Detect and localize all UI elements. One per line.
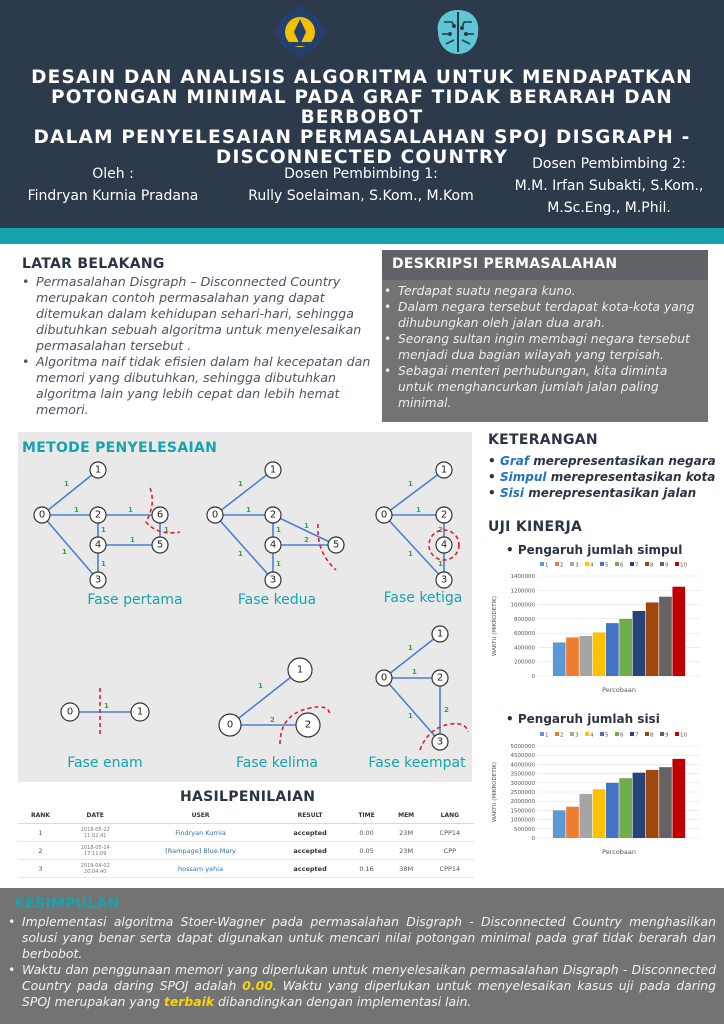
svg-text:5: 5	[156, 539, 164, 551]
list-item: • Permasalahan Disgraph – Disconnected Country merupakan contoh permasalahan yang dapat ditemukan dalam kehidupan sehari-hari, sehingga dibutuhkan sebuah algoritma untuk menyelesaikan permasalahan tersebut .	[22, 274, 384, 354]
col-date: DATE	[63, 808, 128, 824]
svg-text:1: 1	[408, 712, 413, 720]
legend-label: 9	[665, 732, 669, 739]
deskripsi-list	[384, 283, 704, 411]
legend-swatch	[660, 732, 664, 736]
table-row: 3 2019-04-02 20:04:40 hossam yehia accepted 0.16 38M CPP14	[18, 860, 474, 878]
svg-text:1: 1	[101, 560, 106, 568]
legend-swatch	[615, 732, 619, 736]
legend-swatch	[555, 732, 559, 736]
phase1-graph	[34, 462, 180, 588]
svg-text:1: 1	[436, 628, 444, 640]
deskripsi-heading: DESKRIPSI PERMASALAHAN	[392, 256, 618, 272]
svg-text:1: 1	[74, 506, 79, 514]
legend-label: 10	[680, 732, 687, 739]
svg-text:1: 1	[104, 702, 109, 710]
list-item: • Dalam negara tersebut terdapat kota-kota yang dihubungkan oleh jalan dua arah.	[384, 299, 704, 331]
svg-text:1: 1	[238, 550, 243, 558]
simpul-chart	[488, 558, 708, 698]
hasil-heading: HASILPENILAIAN	[180, 789, 316, 805]
bar	[566, 807, 579, 838]
phase6-graph	[61, 688, 149, 734]
svg-text:1: 1	[416, 506, 421, 514]
legend-swatch	[540, 562, 544, 566]
svg-text:2: 2	[438, 526, 443, 534]
svg-text:1: 1	[408, 644, 413, 652]
ranking-table	[18, 808, 474, 878]
y-tick-label: 4500000	[510, 753, 535, 760]
list-item: • Algoritma naif tidak efisien dalam hal kecepatan dan memori yang dibutuhkan, sehingga dibutuhkan algoritma lain yang lebih cepat dan lebih hemat memori.	[22, 354, 384, 418]
phase-label: Fase kelima	[236, 755, 318, 771]
teal-divider	[0, 228, 724, 244]
svg-text:1: 1	[296, 664, 304, 676]
phase-label: Fase ketiga	[383, 590, 463, 606]
legend-swatch	[570, 562, 574, 566]
legend-swatch	[630, 562, 634, 566]
svg-text:1: 1	[238, 480, 243, 488]
svg-text:2: 2	[436, 672, 444, 684]
legend-swatch	[585, 562, 589, 566]
bar	[593, 632, 606, 676]
y-tick-label: 2000000	[510, 799, 535, 806]
chart2-title: • Pengaruh jumlah sisi	[506, 712, 660, 726]
metode-heading: METODE PENYELESAIAN	[22, 440, 218, 456]
svg-text:2: 2	[304, 536, 309, 544]
list-item: • Terdapat suatu negara kuno.	[384, 283, 704, 299]
col-lang: LANG	[426, 808, 474, 824]
bar	[659, 767, 672, 838]
svg-text:1: 1	[136, 706, 144, 718]
svg-text:2: 2	[304, 719, 312, 731]
svg-text:3: 3	[94, 574, 102, 586]
uji-kinerja-heading: UJI KINERJA	[488, 519, 583, 535]
legend-label: 8	[650, 732, 654, 739]
list-item: • Graf merepresentasikan negara	[488, 453, 716, 469]
list-item: • Simpul merepresentasikan kota	[488, 469, 716, 485]
legend-label: 2	[560, 562, 564, 569]
y-tick-label: 200000	[514, 659, 535, 666]
svg-text:0: 0	[66, 706, 74, 718]
legend-swatch	[585, 732, 589, 736]
y-tick-label: 500000	[514, 826, 535, 833]
legend-label: 10	[680, 562, 687, 569]
svg-text:1: 1	[246, 506, 251, 514]
y-tick-label: 2500000	[510, 790, 535, 796]
list-item: • Sisi merepresentasikan jalan	[488, 485, 716, 501]
y-tick-label: 0	[531, 674, 535, 680]
svg-text:1: 1	[438, 560, 443, 568]
svg-text:2: 2	[440, 509, 448, 521]
y-tick-label: 3500000	[510, 771, 535, 778]
kesimpulan-heading: KESIMPULAN	[14, 896, 120, 912]
brain-logo	[432, 6, 484, 60]
legend-swatch	[675, 562, 679, 566]
kesimpulan-list	[8, 914, 716, 1010]
legend-swatch	[555, 562, 559, 566]
legend-swatch	[660, 562, 664, 566]
svg-text:2: 2	[444, 706, 449, 714]
y-tick-label: 4000000	[510, 762, 535, 769]
legend-label: 5	[605, 562, 609, 569]
svg-text:1: 1	[258, 682, 263, 690]
col-mem: MEM	[387, 808, 426, 824]
svg-text:1: 1	[408, 480, 413, 488]
svg-text:1: 1	[94, 464, 102, 476]
y-tick-label: 1500000	[510, 808, 535, 815]
legend-swatch	[615, 562, 619, 566]
y-tick-label: 0	[531, 836, 535, 842]
bar	[606, 783, 619, 838]
y-tick-label: 600000	[514, 631, 535, 638]
y-tick-label: 1200000	[510, 588, 535, 595]
legend-swatch	[645, 562, 649, 566]
table-row: 2 2018-05-14 17:11:09 [Rampage] Blue.Mary accepted 0.05 23M CPP	[18, 842, 474, 860]
legend-label: 8	[650, 562, 654, 569]
svg-text:1: 1	[164, 526, 169, 534]
svg-text:0: 0	[380, 509, 388, 521]
list-item: • Seorang sultan ingin membagi negara tersebut menjadi dua bagian wilayah yang terpisah.	[384, 331, 704, 363]
list-item: • Implementasi algoritma Stoer-Wagner pada permasalahan Disgraph - Disconnected Country menghasilkan solusi yang benar serta dapat digunakan untuk mencari nilai potongan minimal pada graf tidak berarah dan berbobot.	[8, 914, 716, 962]
svg-text:1: 1	[64, 480, 69, 488]
latar-belakang-list	[22, 274, 384, 418]
legend-label: 7	[635, 562, 639, 569]
phase-label: Fase kedua	[237, 592, 317, 608]
svg-text:3: 3	[436, 736, 444, 748]
bar	[633, 773, 646, 838]
phase-label: Fase pertama	[87, 592, 183, 608]
y-tick-label: 1000000	[510, 817, 535, 824]
legend-swatch	[600, 732, 604, 736]
phase4-graph	[376, 626, 468, 750]
svg-text:4: 4	[440, 539, 448, 551]
advisor1-block: Dosen Pembimbing 1: Rully Soelaiman, S.Kom., M.Kom	[248, 166, 474, 204]
bar	[659, 597, 672, 676]
legend-label: 6	[620, 562, 624, 569]
author-block: Oleh : Findryan Kurnia Pradana	[27, 166, 199, 204]
svg-text:6: 6	[156, 509, 164, 521]
legend-label: 9	[665, 562, 669, 569]
user-link[interactable]: [Rampage] Blue.Mary	[128, 842, 274, 860]
svg-text:1: 1	[440, 464, 448, 476]
bar	[566, 637, 579, 676]
phase2-graph	[207, 462, 344, 588]
bar	[606, 623, 619, 676]
user-link[interactable]: Findryan Kurnia	[128, 824, 274, 842]
user-link[interactable]: hossam yehia	[128, 860, 274, 878]
table-row: 1 2018-05-22 11:02:41 Findryan Kurnia accepted 0.00 23M CPP14	[18, 824, 474, 842]
phase5-graph	[219, 658, 330, 744]
svg-text:2: 2	[270, 716, 275, 724]
svg-text:3: 3	[440, 574, 448, 586]
latar-belakang-heading: LATAR BELAKANG	[22, 256, 165, 272]
keterangan-heading: KETERANGAN	[488, 432, 598, 448]
advisor2-block: Dosen Pembimbing 2: M.M. Irfan Subakti, S.Kom., M.Sc.Eng., M.Phil.	[514, 156, 704, 216]
legend-label: 3	[575, 732, 579, 739]
bar	[619, 778, 632, 838]
svg-text:1: 1	[101, 526, 106, 534]
svg-text:1: 1	[130, 536, 135, 544]
legend-swatch	[600, 562, 604, 566]
svg-text:5: 5	[332, 539, 340, 551]
chart1-title: • Pengaruh jumlah simpul	[506, 543, 683, 557]
university-logo	[276, 6, 324, 60]
keterangan-list	[488, 453, 716, 501]
col-rank: RANK	[18, 808, 63, 824]
svg-text:0: 0	[211, 509, 219, 521]
y-tick-label: 800000	[514, 616, 535, 623]
legend-label: 4	[590, 732, 594, 739]
svg-text:1: 1	[62, 548, 67, 556]
legend-swatch	[540, 732, 544, 736]
table-header-row	[18, 808, 474, 824]
poster-title: DESAIN DAN ANALISIS ALGORITMA UNTUK MENDAPATKAN POTONGAN MINIMAL PADA GRAF TIDAK BERARAH DAN BERBOBOT DALAM PENYELESAIAN PERMASALAHAN SPOJ DISGRAPH - DISCONNECTED COUNTRY	[31, 67, 693, 168]
col-time: TIME	[347, 808, 387, 824]
phase3-graph	[376, 462, 459, 588]
svg-text:1: 1	[276, 560, 281, 568]
legend-label: 3	[575, 562, 579, 569]
x-axis-label: Percobaan	[602, 848, 636, 856]
bar	[579, 794, 592, 838]
legend-label: 6	[620, 732, 624, 739]
legend-label: 1	[545, 562, 549, 569]
svg-text:0: 0	[38, 509, 46, 521]
phase-label: Fase enam	[67, 755, 143, 771]
y-tick-label: 1000000	[510, 602, 535, 609]
legend-label: 1	[545, 732, 549, 739]
bar	[593, 789, 606, 838]
bar	[553, 642, 566, 676]
bar	[646, 602, 659, 676]
svg-text:1: 1	[412, 668, 417, 676]
y-axis-label: WAKTU (MIKRODETIK)	[492, 596, 498, 656]
svg-text:4: 4	[269, 539, 277, 551]
legend-label: 5	[605, 732, 609, 739]
legend-label: 7	[635, 732, 639, 739]
svg-text:2: 2	[94, 509, 102, 521]
y-tick-label: 3000000	[510, 780, 535, 787]
legend-swatch	[570, 732, 574, 736]
bar	[579, 636, 592, 676]
col-user: USER	[128, 808, 274, 824]
svg-text:3: 3	[269, 574, 277, 586]
bar	[619, 619, 632, 676]
y-tick-label: 5000000	[510, 744, 535, 750]
col-result: RESULT	[274, 808, 347, 824]
bar	[553, 810, 566, 838]
svg-text:2: 2	[269, 509, 277, 521]
legend-label: 4	[590, 562, 594, 569]
svg-text:1: 1	[304, 522, 309, 530]
svg-text:1: 1	[269, 464, 277, 476]
list-item: • Sebagai menteri perhubungan, kita diminta untuk menghancurkan jumlah jalan paling minimal.	[384, 363, 704, 411]
legend-swatch	[675, 732, 679, 736]
bar	[633, 611, 646, 676]
bar	[646, 770, 659, 838]
bar	[672, 759, 685, 838]
x-axis-label: Percobaan	[602, 686, 636, 694]
svg-text:1: 1	[276, 526, 281, 534]
svg-text:1: 1	[408, 550, 413, 558]
svg-text:1: 1	[128, 506, 133, 514]
y-tick-label: 1400000	[510, 574, 535, 580]
sisi-chart	[488, 728, 708, 860]
legend-label: 2	[560, 732, 564, 739]
legend-swatch	[630, 732, 634, 736]
bar	[672, 587, 685, 676]
svg-text:0: 0	[226, 719, 234, 731]
legend-swatch	[645, 732, 649, 736]
list-item: • Waktu dan penggunaan memori yang diperlukan untuk menyelesaikan permasalahan Disgraph - Disconnected Country pada daring SPOJ adalah 0.00. Waktu yang diperlukan untuk menyelesaikan kasus uji pada daring SPOJ merupakan yang terbaik dibandingkan dengan implementasi lain.	[8, 962, 716, 1010]
phase-label: Fase keempat	[368, 755, 466, 771]
y-axis-label: WAKTU (MIKRODETIK)	[492, 762, 498, 822]
svg-text:4: 4	[94, 539, 102, 551]
y-tick-label: 400000	[514, 645, 535, 652]
svg-text:0: 0	[380, 672, 388, 684]
